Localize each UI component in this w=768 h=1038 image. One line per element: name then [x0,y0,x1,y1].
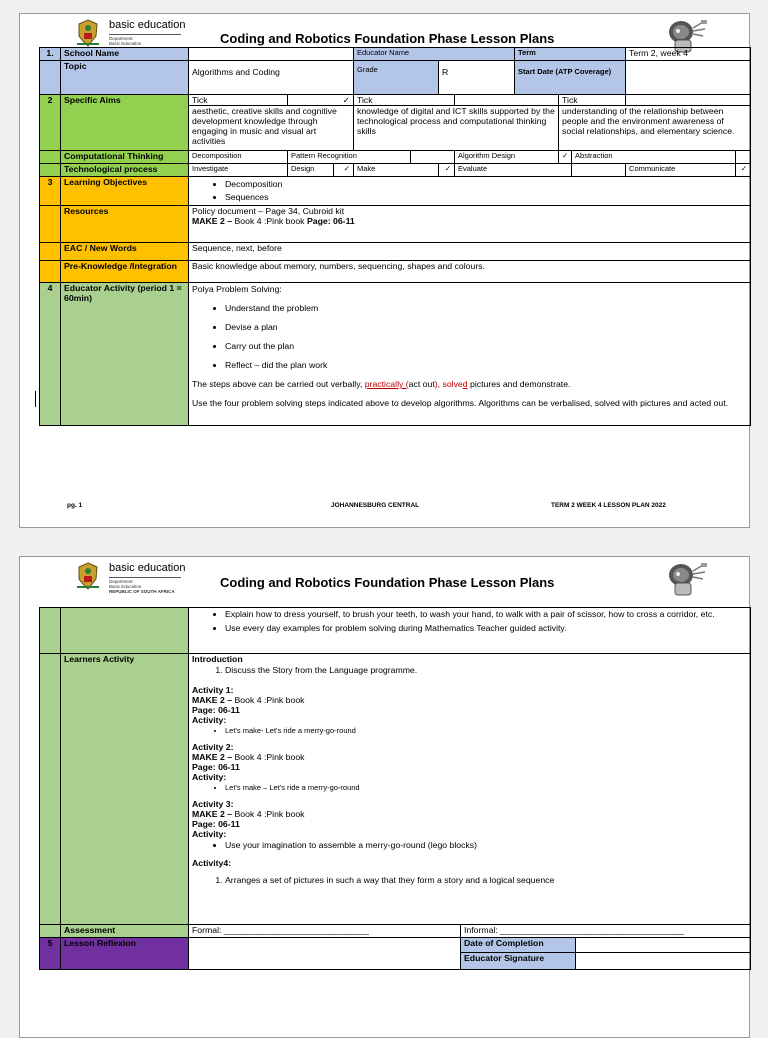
row-educator-activity [40,283,751,426]
ct-pattern-check [411,151,455,164]
label-pre-knowledge: Pre-Knowledge /Integration [61,261,189,283]
learners-activity-value [189,654,751,925]
text-run-marked: d [462,379,468,389]
start-date-value[interactable] [626,61,751,95]
footer-page-number: pg. 1 [67,502,83,509]
doc-title: Coding and Robotics Foundation Phase Lesson Plans [220,31,555,46]
footer-right: TERM 2 WEEK 4 LESSON PLAN 2022 [551,502,666,509]
list-item: • Use every day examples for problem solving during Mathematics Teacher guided activity. [225,623,747,634]
make-label: MAKE 2 – [192,752,233,762]
dbe-logo [75,561,195,593]
dbe-logo [75,18,195,50]
lesson-plan-table-2 [39,607,751,970]
list-item: • Let's make – Let's ride a merry-go-round [225,783,747,793]
robot-icon [663,561,711,597]
activity-3 [192,799,747,850]
page-label: Page: 06-11 [192,762,240,772]
educator-continued-value [189,608,751,654]
label-lesson-reflexion: Lesson Reflexion [61,938,189,970]
label-specific-aims: Specific Aims [61,95,189,151]
topic-value: Algorithms and Coding [189,61,354,95]
label-eac: EAC / New Words [61,243,189,261]
page-2 [19,556,750,1038]
page-header [20,557,749,593]
resources-value [189,206,751,243]
label-educator-name: Educator Name [354,48,515,61]
aim-2-check [455,95,559,106]
pre-knowledge-value: Basic knowledge about memory, numbers, sequencing, shapes and colours. [189,261,751,283]
assessment-informal[interactable]: Informal: ______________________________________ [461,925,751,938]
label-learning-objectives: Learning Objectives [61,177,189,206]
make-label: MAKE 2 – [192,809,233,819]
tp-evaluate-check [572,164,626,177]
row-reflexion-1 [40,938,751,953]
list-item: • Explain how to dress yourself, to brush your teeth, to wash your hand, to walk with a pair of scissor, how to cross a corridor, etc. [225,609,747,620]
text-run: act out [408,379,435,389]
ct-algorithm-design: Algorithm Design [455,151,559,164]
dept-line: Department: [109,36,134,41]
brand-divider [109,577,181,578]
brand-name: basic education [109,19,186,31]
list-item: 1. Arranges a set of pictures in such a way that they form a story and a logical sequence [225,875,747,885]
label-technological-process: Technological process [61,164,189,177]
dept-line: REPUBLIC OF SOUTH AFRICA [109,589,175,594]
reflexion-value[interactable] [189,938,461,970]
label-educator-activity: Educator Activity (period 1 = 60min) [61,283,189,426]
list-item: • Let's make- Let's ride a merry-go-round [225,726,747,736]
activity-label: Activity: [192,829,227,839]
resources-line-2 [192,216,747,226]
dept-lines [109,579,175,594]
ct-pattern-recognition: Pattern Recognition [288,151,411,164]
row-number: 1. [40,48,61,61]
intro-heading: Introduction [192,654,243,664]
lesson-plan-table-1 [39,47,751,426]
row-educator-continued [40,608,751,654]
dept-line: Basic Education [109,584,142,589]
aim-1-text: aesthetic, creative skills and cognitive development knowledge through engaging in music and visual art activities [189,106,354,151]
activity-heading: Activity4: [192,858,232,868]
label-computational-thinking: Computational Thinking [61,151,189,164]
dept-line: Department: [109,579,134,584]
tp-investigate: Investigate [189,164,288,177]
aim-3-text: understanding of the relationship between people and the environment awareness of social relationships, and elementary science. [559,106,751,151]
eac-value: Sequence, next, before [189,243,751,261]
row-aims-tick [40,95,751,106]
tp-communicate: Communicate [626,164,736,177]
label-start-date: Start Date (ATP Coverage) [515,61,626,95]
aim-1-tick-label: Tick [189,95,288,106]
activity-label: Activity: [192,772,227,782]
activity-2 [192,742,747,793]
book-label: Book 4 :Pink book [232,752,305,762]
list-item: • Use your imagination to assemble a merry-go-round (lego blocks) [225,840,747,850]
book-label: Book 4 :Pink book [232,695,305,705]
ct-abstraction: Abstraction [572,151,736,164]
page-label: Page: 06-11 [192,819,240,829]
ct-algorithm-check: ✓ [559,151,572,164]
book-label: Book 4 :Pink book [232,216,307,226]
activity-heading: Activity 3: [192,799,234,809]
doc-title: Coding and Robotics Foundation Phase Lesson Plans [220,575,555,590]
activity-4 [192,858,747,885]
ct-abstraction-check [736,151,751,164]
educator-paragraph-1 [192,379,747,389]
aim-2-text: knowledge of digital and ICT skills supported by the technological process and computational thinking skills [354,106,559,151]
tp-design-check: ✓ [334,164,354,177]
label-term: Term [515,48,626,61]
text-run: ), solve [434,379,463,389]
row-computational-thinking [40,151,751,164]
list-item: • Sequences [225,191,747,204]
educator-signature-value[interactable] [576,953,751,970]
text-run-marked: practically ( [364,379,409,389]
dept-lines [109,36,141,46]
label-date-of-completion: Date of Completion [461,938,576,953]
activity-label: Activity: [192,715,227,725]
page-label: Page: 06-11 [192,705,240,715]
aim-3-check [626,95,751,106]
text-cursor [35,391,36,407]
educator-activity-value [189,283,751,426]
brand-divider [109,34,181,35]
ct-decomposition: Decomposition [189,151,288,164]
objectives-value [189,177,751,206]
brand-name: basic education [109,562,186,574]
activity-heading: Activity 2: [192,742,234,752]
list-item: 1. Discuss the Story from the Language programme. [225,665,747,675]
tp-make: Make [354,164,439,177]
row-school-name [40,48,751,61]
page-header [20,14,749,50]
footer-center: JOHANNESBURG CENTRAL [331,502,420,509]
list-item: • Decomposition [225,178,747,191]
assessment-formal[interactable]: Formal: ______________________________ [189,925,461,938]
date-of-completion-value[interactable] [576,938,751,953]
list-item: • Carry out the plan [225,341,747,351]
label-learners-activity: Learners Activity [61,654,189,925]
aim-2-tick-label: Tick [354,95,455,106]
text-run: pictures and demonstrate. [467,379,571,389]
make-label: MAKE 2 – [192,695,233,705]
tp-evaluate: Evaluate [455,164,572,177]
page-1 [19,13,750,528]
row-learners-activity [40,654,751,925]
text-run: The steps above can be carried out verbally, [192,379,365,389]
aim-1-check: ✓ [288,95,354,106]
row-number: 4 [40,283,61,426]
row-number: 5 [40,938,61,970]
label-assessment: Assessment [61,925,189,938]
row-assessment [40,925,751,938]
aim-3-tick-label: Tick [559,95,626,106]
list-item: • Reflect – did the plan work [225,360,747,370]
activity-1 [192,685,747,736]
resources-line-1: Policy document – Page 34, Cubroid kit [192,206,345,216]
tp-make-check: ✓ [439,164,455,177]
activity-heading: Activity 1: [192,685,234,695]
educator-paragraph-2: Use the four problem solving steps indicated above to develop algorithms. Algorithms can be verbalised, solved with pictures and acted out. [192,398,729,408]
row-number: 3 [40,177,61,206]
grade-value: R [439,61,515,95]
row-learning-objectives [40,177,751,206]
book-label: Book 4 :Pink book [232,809,305,819]
make-label: MAKE 2 – [192,216,233,226]
row-eac [40,243,751,261]
coat-of-arms-icon [75,561,101,591]
educator-intro: Polya Problem Solving: [192,284,282,294]
row-technological-process [40,164,751,177]
row-topic [40,61,751,95]
label-grade: Grade [354,61,439,95]
tp-communicate-check: ✓ [736,164,751,177]
coat-of-arms-icon [75,18,101,48]
list-item: • Understand the problem [225,303,747,313]
row-resources [40,206,751,243]
label-school-name: School Name [61,48,189,61]
label-educator-signature: Educator Signature [461,953,576,970]
term-value: Term 2, week 4 [626,48,751,61]
page-label: Page: 06-11 [306,216,355,226]
row-pre-knowledge [40,261,751,283]
row-number: 2 [40,95,61,151]
label-resources: Resources [61,206,189,243]
school-name-value[interactable] [189,48,354,61]
list-item: • Devise a plan [225,322,747,332]
tp-design: Design [288,164,334,177]
dept-line: Basic Education [109,41,142,46]
label-topic: Topic [61,61,189,95]
